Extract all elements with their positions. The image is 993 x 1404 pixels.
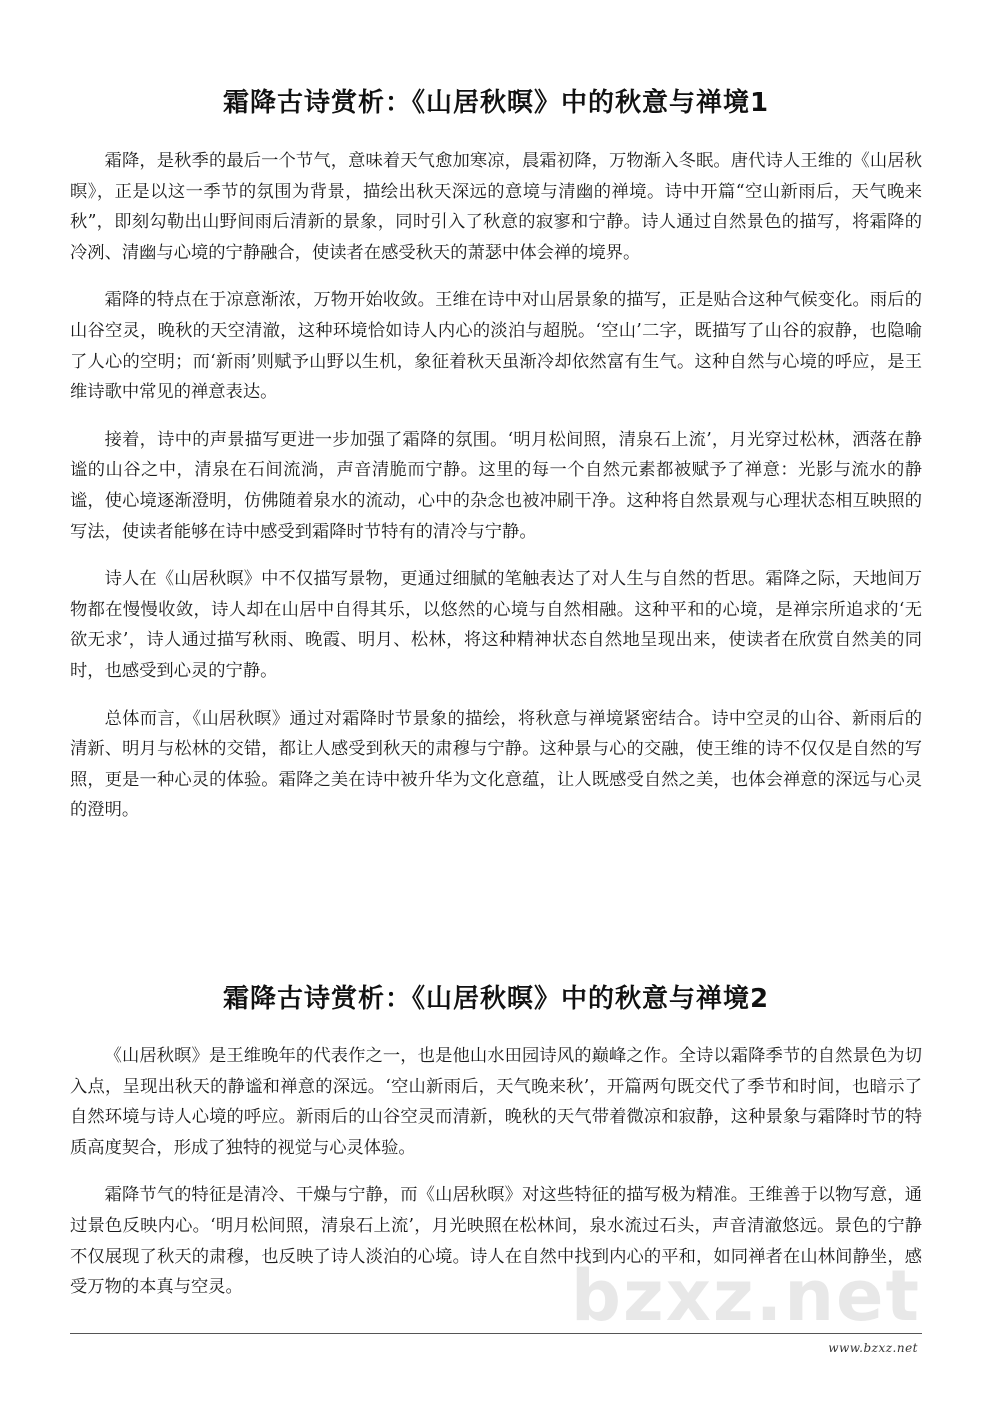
section-1-paragraph-1: 霜降，是秋季的最后一个节气，意味着天气愈加寒凉，晨霜初降，万物渐入冬眠。唐代诗人王维的《山居秋暝》，正是以这一季节的氛围为背景，描绘出秋天深远的意境与清幽的禅境。诗中开篇“空山新雨后，天气晚来秋”，即刻勾勒出山野间雨后清新的景象，同时引入了秋意的寂寥和宁静。诗人通过自然景色的描写，将霜降的冷冽、清幽与心境的宁静融合，使读者在感受秋天的萧瑟中体会禅的境界。: [70, 151, 922, 263]
section-2-title: 霜降古诗赏析：《山居秋暝》中的秋意与禅境2: [222, 984, 770, 1014]
footer-divider: [70, 1333, 922, 1334]
section-1-paragraph-4: 诗人在《山居秋暝》中不仅描写景物，更通过细腻的笔触表达了对人生与自然的哲思。霜降之际，天地间万物都在慢慢收敛，诗人却在山居中自得其乐，以悠然的心境与自然相融。这种平和的心境，是禅宗所追求的‘无欲无求’，诗人通过描写秋雨、晚霞、明月、松林，将这种精神状态自然地呈现出来，使读者在欣赏自然美的同时，也感受到心灵的宁静。: [70, 569, 922, 681]
site-watermark: bzxz.net: [570, 1255, 921, 1337]
footer-url[interactable]: www.bzxz.net: [828, 1341, 918, 1355]
section-2-paragraph-1: 《山居秋暝》是王维晚年的代表作之一，也是他山水田园诗风的巅峰之作。全诗以霜降季节的自然景色为切入点，呈现出秋天的静谧和禅意的深远。‘空山新雨后，天气晚来秋’，开篇两句既交代了季节和时间，也暗示了自然环境与诗人心境的呼应。新雨后的山谷空灵而清新，晚秋的天气带着微凉和寂静，这种景象与霜降时节的特质高度契合，形成了独特的视觉与心灵体验。: [70, 1046, 922, 1158]
section-2-paragraph-2: 霜降节气的特征是清冷、干燥与宁静，而《山居秋暝》对这些特征的描写极为精准。王维善于以物写意，通过景色反映内心。‘明月松间照，清泉石上流’，月光映照在松林间，泉水流过石头，声音清澈悠远。景色的宁静不仅展现了秋天的肃穆，也反映了诗人淡泊的心境。诗人在自然中找到内心的平和，如同禅者在山林间静坐，感受万物的本真与空灵。: [70, 1185, 922, 1298]
section-1-paragraph-5: 总体而言，《山居秋暝》通过对霜降时节景象的描绘，将秋意与禅境紧密结合。诗中空灵的山谷、新雨后的清新、明月与松林的交错，都让人感受到秋天的肃穆与宁静。这种景与心的交融，使王维的诗不仅仅是自然的写照，更是一种心灵的体验。霜降之美在诗中被升华为文化意蕴，让人既感受自然之美，也体会禅意的深远与心灵的澄明。: [70, 708, 922, 821]
section-2-body: [70, 1041, 922, 1320]
section-1-paragraph-2: 霜降的特点在于凉意渐浓，万物开始收敛。王维在诗中对山居景象的描写，正是贴合这种气候变化。雨后的山谷空灵，晚秋的天空清澈，这种环境恰如诗人内心的淡泊与超脱。‘空山’二字，既描写了山谷的寂静，也隐喻了人心的空明；而‘新雨’则赋予山野以生机，象征着秋天虽渐冷却依然富有生气。这种自然与心境的呼应，是王维诗歌中常见的禅意表达。: [70, 290, 922, 403]
section-1-title: 霜降古诗赏析：《山居秋暝》中的秋意与禅境1: [222, 88, 770, 118]
section-1-paragraph-3: 接着，诗中的声景描写更进一步加强了霜降的氛围。‘明月松间照，清泉石上流’，月光穿过松林，洒落在静谧的山谷之中，清泉在石间流淌，声音清脆而宁静。这里的每一个自然元素都被赋予了禅意：光影与流水的静谧，使心境逐渐澄明，仿佛随着泉水的流动，心中的杂念也被冲刷干净。这种将自然景观与心理状态相互映照的写法，使读者能够在诗中感受到霜降时节特有的清冷与宁静。: [70, 429, 922, 542]
section-1-body: [70, 146, 922, 843]
